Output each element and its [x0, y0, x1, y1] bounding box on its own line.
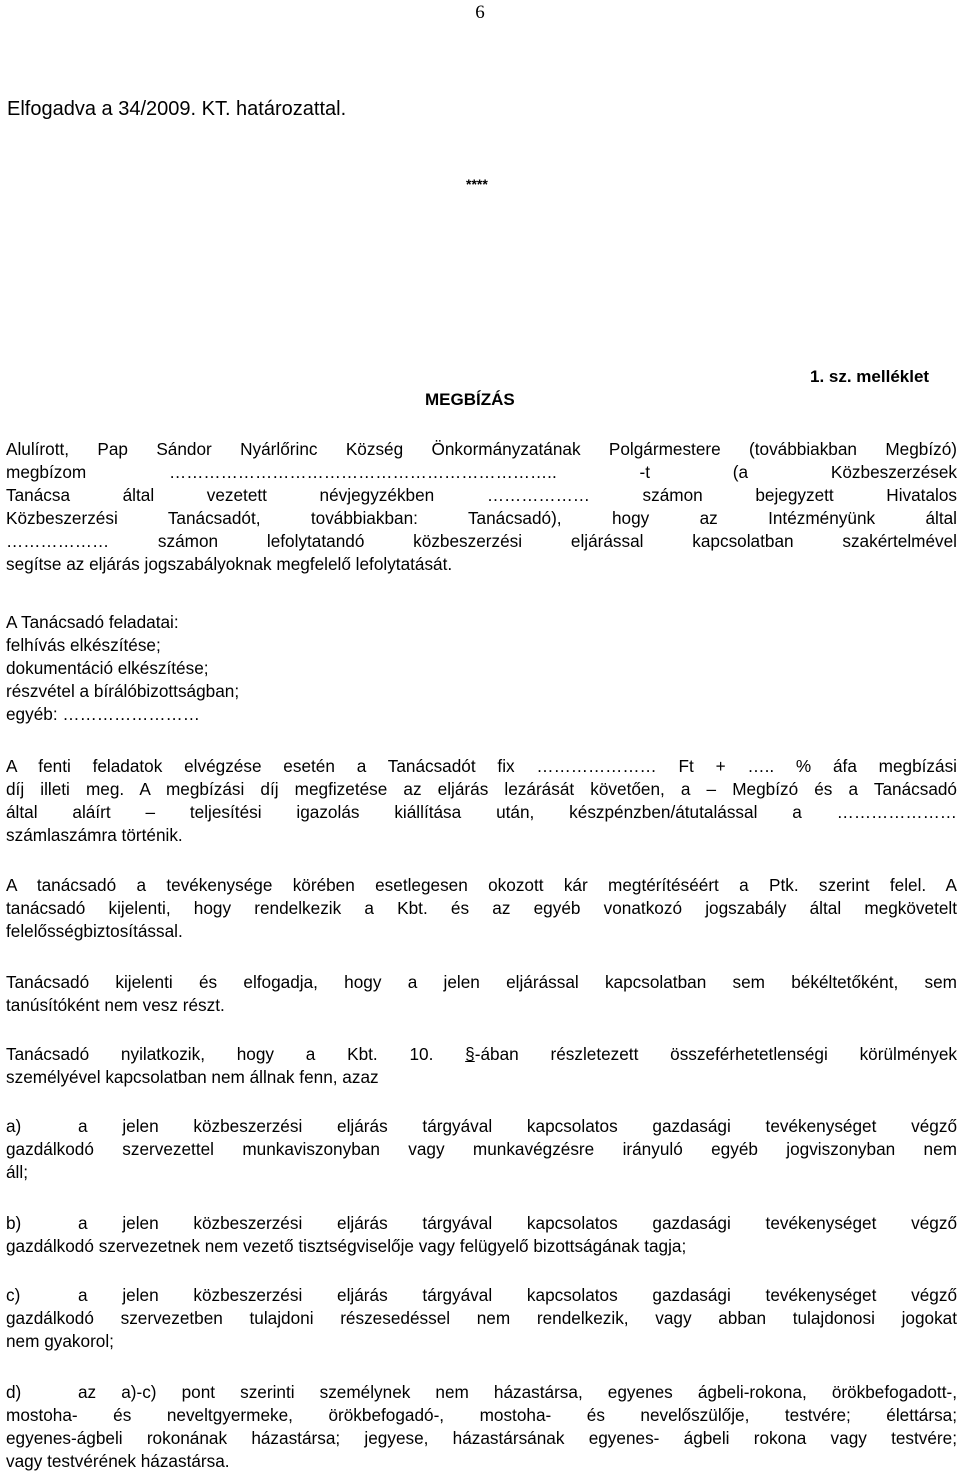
item-line: gazdálkodó szervezettel munkaviszonyban vagy munkavégzésre irányuló egyéb jogviszonyban nem	[6, 1139, 957, 1159]
item-first-line	[6, 1381, 957, 1404]
mediation-line: tanúsítóként nem vesz részt.	[6, 995, 225, 1015]
conflict-text: Tanácsadó nyilatkozik, hogy a Kbt. 10.	[6, 1044, 466, 1064]
conflict-line: személyével kapcsolatban nem állnak fenn, azaz	[6, 1067, 379, 1087]
item-text: az a)-c) pont szerinti személynek nem házastársa, egyenes ágbeli-rokona, örökbefogadott-,	[78, 1382, 957, 1402]
page-number: 6	[475, 2, 485, 23]
intro-line: Alulírott, Pap Sándor Nyárlőrinc Község Önkormányzatának Polgármestere (továbbiakban Megbízó)	[6, 439, 957, 459]
item-letter: a)	[6, 1116, 22, 1136]
task-item: egyéb: ……………………	[6, 704, 200, 724]
approval-note: Elfogadva a 34/2009. KT. határozattal.	[7, 98, 347, 120]
conflict-text: -ában részletezett összeférhetetlenségi körülmények	[474, 1044, 957, 1064]
intro-line: Közbeszerzési Tanácsadót, továbbiakban: Tanácsadó), hogy az Intézményünk által	[6, 508, 957, 528]
fee-line: által aláírt – teljesítési igazolás kiállítása után, készpénzben/átutalással a …………………	[6, 802, 957, 822]
conflict-paragraph	[6, 1043, 957, 1089]
fee-line: számlaszámra történik.	[6, 825, 183, 845]
intro-line: megbízom ………………………………………………………….. -t (a Közbeszerzések	[6, 462, 957, 482]
task-item: dokumentáció elkészítése;	[6, 658, 209, 678]
section-sign: §	[465, 1044, 475, 1064]
fee-paragraph	[6, 755, 957, 847]
mediation-paragraph	[6, 971, 957, 1017]
tasks-heading: A Tanácsadó feladatai:	[6, 612, 179, 632]
intro-line: segítse az eljárás jogszabályoknak megfelelő lefolytatását.	[6, 554, 453, 574]
item-line: mostoha- és neveltgyermeke, örökbefogadó-, mostoha- és nevelőszülője, testvére; élettársa;	[6, 1405, 957, 1425]
liability-line: felelősségbiztosítással.	[6, 921, 183, 941]
item-line: gazdálkodó szervezetben tulajdoni részesedéssel nem rendelkezik, vagy abban tulajdonosi jogokat	[6, 1308, 957, 1328]
item-line: áll;	[6, 1162, 28, 1182]
item-line: egyenes-ágbeli rokonának házastársa; jegyese, házastársának egyenes- ágbeli rokona vagy testvére;	[6, 1428, 957, 1448]
liability-paragraph	[6, 874, 957, 943]
task-item: felhívás elkészítése;	[6, 635, 161, 655]
liability-line: A tanácsadó a tevékenysége körében esetlegesen okozott kár megtérítéséért a Ptk. szerint felel. A	[6, 875, 957, 895]
mediation-line: Tanácsadó kijelenti és elfogadja, hogy a jelen eljárással kapcsolatban sem békéltetőként, sem	[6, 972, 957, 992]
item-text: a jelen közbeszerzési eljárás tárgyával kapcsolatos gazdasági tevékenységet végző	[78, 1213, 957, 1233]
item-line: nem gyakorol;	[6, 1331, 114, 1351]
item-letter: c)	[6, 1285, 21, 1305]
section-separator: ****	[466, 176, 488, 192]
task-item: részvétel a bírálóbizottságban;	[6, 681, 240, 701]
tasks-section	[6, 611, 957, 726]
annex-label: 1. sz. melléklet	[810, 367, 930, 386]
list-item-a	[6, 1115, 957, 1184]
item-text: a jelen közbeszerzési eljárás tárgyával kapcsolatos gazdasági tevékenységet végző	[78, 1285, 957, 1305]
conflict-line	[6, 1043, 957, 1066]
item-letter: b)	[6, 1213, 22, 1233]
item-first-line	[6, 1115, 957, 1138]
document-title: MEGBÍZÁS	[425, 390, 515, 409]
list-item-b	[6, 1212, 957, 1258]
liability-line: tanácsadó kijelenti, hogy rendelkezik a Kbt. és az egyéb vonatkozó jogszabály által megkövetelt	[6, 898, 957, 918]
fee-line: díj illeti meg. A megbízási díj megfizetése az eljárás lezárását követően, a – Megbízó és a Tanácsadó	[6, 779, 957, 799]
list-item-c	[6, 1284, 957, 1353]
item-first-line	[6, 1212, 957, 1235]
intro-paragraph	[6, 438, 957, 576]
list-item-d	[6, 1381, 957, 1473]
item-line: vagy testvérének házastársa.	[6, 1451, 230, 1471]
item-text: a jelen közbeszerzési eljárás tárgyával kapcsolatos gazdasági tevékenységet végző	[78, 1116, 957, 1136]
intro-line: ……………… számon lefolytatandó közbeszerzési eljárással kapcsolatban szakértelmével	[6, 531, 957, 551]
intro-line: Tanácsa által vezetett névjegyzékben ……………… számon bejegyzett Hivatalos	[6, 485, 957, 505]
item-line: gazdálkodó szervezetnek nem vezető tisztségviselője vagy felügyelő bizottságának tagja;	[6, 1236, 687, 1256]
item-first-line	[6, 1284, 957, 1307]
item-letter: d)	[6, 1382, 22, 1402]
fee-line: A fenti feladatok elvégzése esetén a Tanácsadót fix ………………… Ft + ….. % áfa megbízási	[6, 756, 957, 776]
